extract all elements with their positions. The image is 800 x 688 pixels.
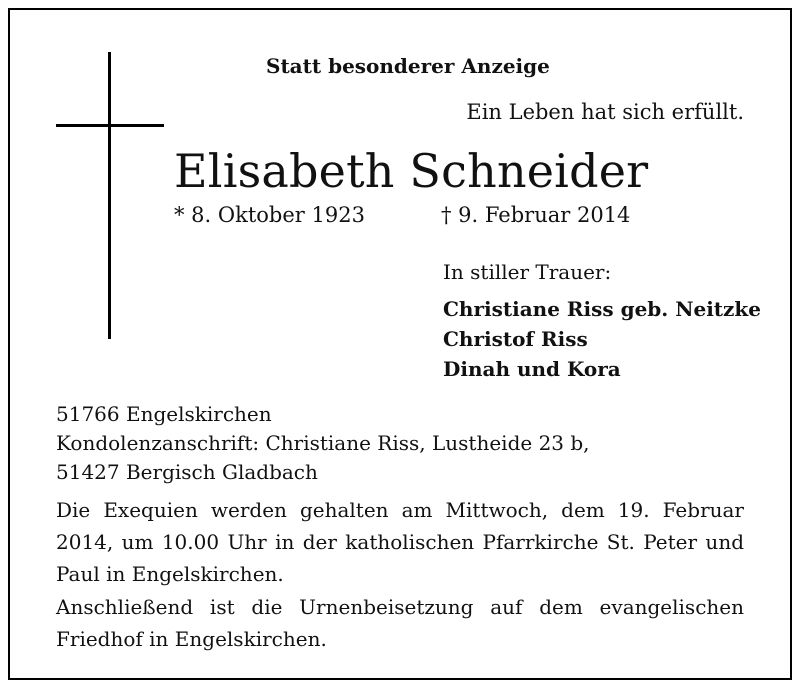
burial-paragraph: Anschließend ist die Urnenbeisetzung auf dem evangelischen Friedhof in Engelskirchen. <box>56 595 744 651</box>
death-date: † 9. Februar 2014 <box>441 203 631 227</box>
address-line: 51427 Bergisch Gladbach <box>56 460 318 484</box>
cross-icon-vertical <box>108 52 111 339</box>
notice-motto: Ein Leben hat sich erfüllt. <box>466 100 744 124</box>
cross-icon-horizontal <box>56 124 164 127</box>
birth-date: * 8. Oktober 1923 <box>174 203 365 227</box>
mourning-label: In stiller Trauer: <box>443 260 612 284</box>
mourner-name: Christiane Riss geb. Neitzke <box>443 297 761 321</box>
mourners-list <box>443 294 761 384</box>
mourner-name: Dinah und Kora <box>443 357 621 381</box>
mourner-name: Christof Riss <box>443 327 588 351</box>
deceased-name: Elisabeth Schneider <box>174 144 649 198</box>
address-line: Kondolenzanschrift: Christiane Riss, Lustheide 23 b, <box>56 431 590 455</box>
address-line: 51766 Engelskirchen <box>56 402 272 426</box>
service-paragraph: Die Exequien werden gehalten am Mittwoch, dem 19. Februar 2014, um 10.00 Uhr in der katholischen Pfarrkirche St. Peter und Paul in Engelskirchen. <box>56 498 744 586</box>
notice-heading: Statt besonderer Anzeige <box>266 54 550 78</box>
address-block <box>56 400 590 487</box>
